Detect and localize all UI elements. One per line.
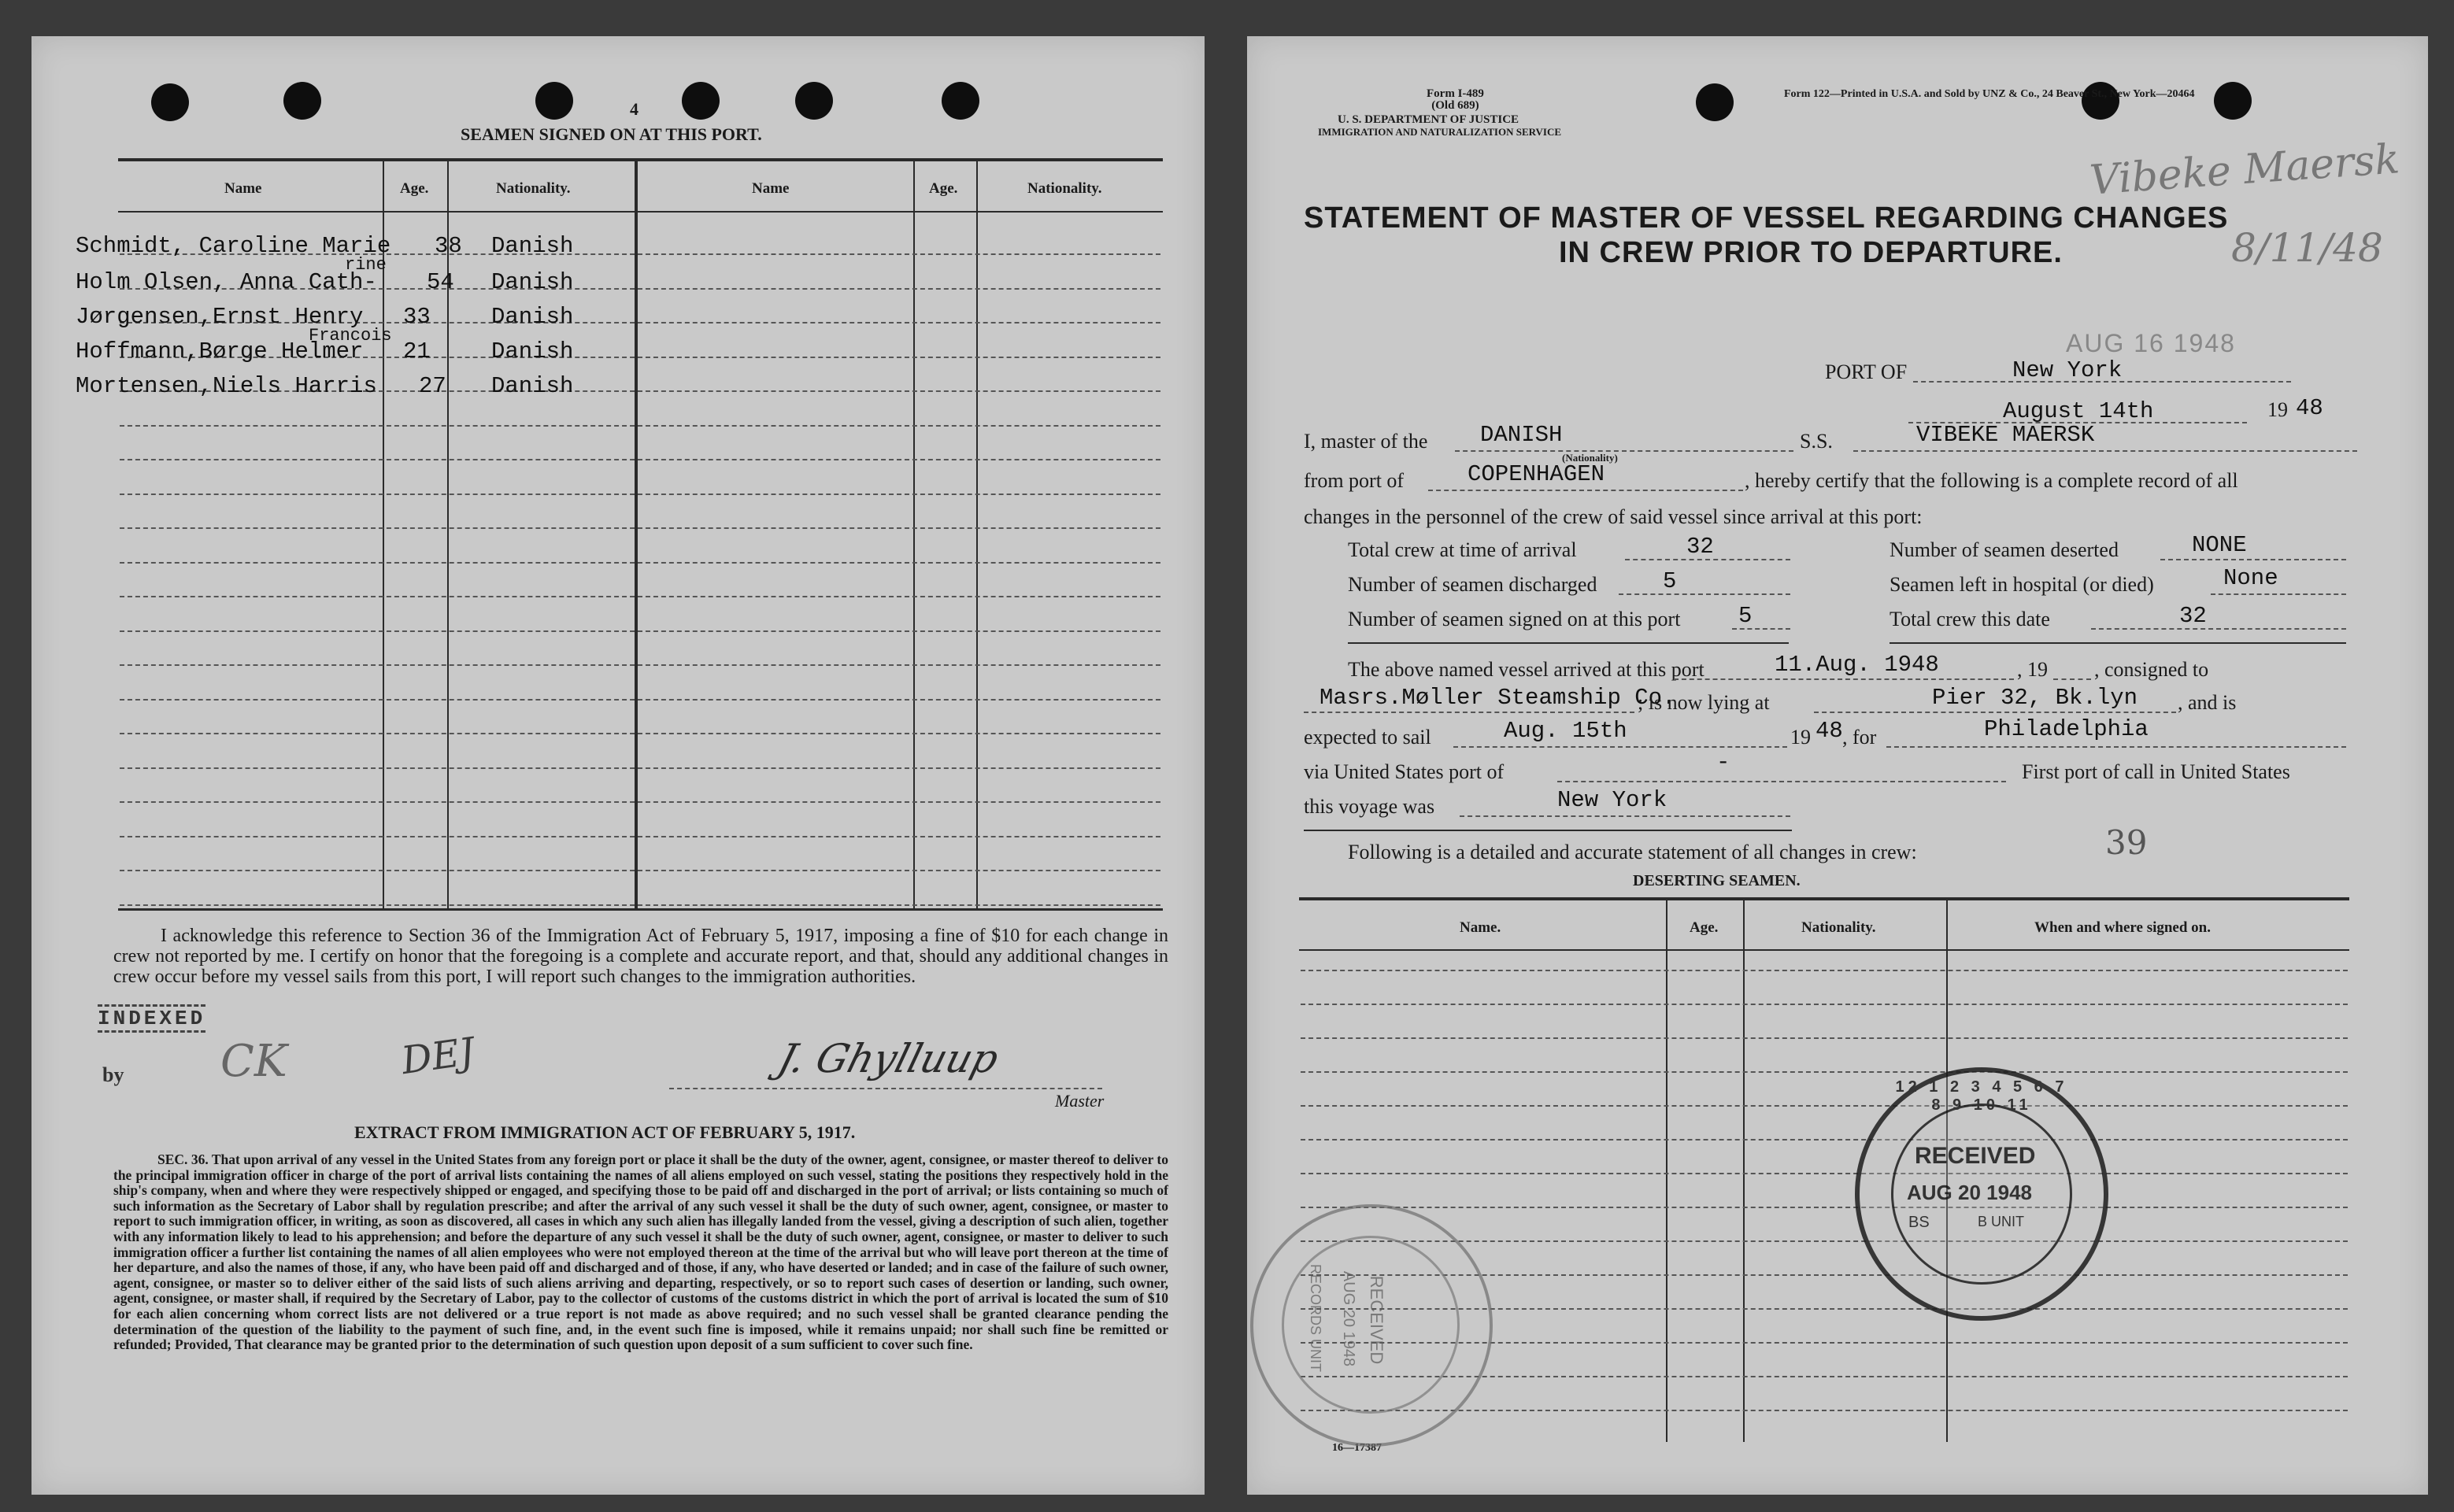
row-line bbox=[120, 904, 1160, 906]
voyage-rule bbox=[1304, 830, 1792, 831]
crew-age: 33 bbox=[403, 304, 431, 330]
discharged-label: Number of seamen discharged bbox=[1348, 573, 1597, 596]
master-signature: J. Ghylluup bbox=[773, 1036, 1004, 1081]
for-label: , for bbox=[1842, 726, 1877, 749]
and-is-label: , and is bbox=[2178, 691, 2237, 714]
acknowledgment-text: I acknowledge this reference to Section 36 of the Immigration Act of February 5, 1917, imposing a fine of $10 for each change in crew not reported by me. I certify on honor that the foregoing is a complete and accurate report, and that, should any additional changes in crew occur before my vessel sails from this port, I will report such changes to the immigration authorities. bbox=[113, 926, 1168, 987]
row-line bbox=[120, 596, 1160, 597]
crew-age: 21 bbox=[403, 338, 431, 364]
port-value: New York bbox=[2012, 357, 2123, 383]
column-divider bbox=[913, 160, 915, 910]
row-line bbox=[1301, 970, 2348, 971]
row-line bbox=[1301, 1207, 2348, 1208]
column-divider bbox=[635, 160, 638, 910]
deserting-col-nationality: Nationality. bbox=[1801, 919, 1876, 936]
consigned-year-label: , 19 bbox=[2017, 658, 2048, 681]
stats-rule bbox=[1890, 642, 2346, 644]
vessel-name: VIBEKE MAERSK bbox=[1916, 422, 2095, 448]
col-header-nationality-2: Nationality. bbox=[1027, 180, 1102, 197]
row-line bbox=[120, 801, 1160, 803]
records-stamp-date: AUG 20 1948 bbox=[1340, 1270, 1358, 1367]
from-port-value: COPENHAGEN bbox=[1468, 461, 1605, 487]
punch-hole bbox=[535, 82, 573, 120]
year-value: 48 bbox=[2296, 395, 2323, 421]
master-of-label: I, master of the bbox=[1304, 430, 1428, 453]
date-received-stamp: AUG 16 1948 bbox=[2066, 329, 2236, 357]
punch-hole bbox=[942, 82, 979, 120]
hospital-label: Seamen left in hospital (or died) bbox=[1890, 573, 2154, 596]
signed-on-value: 5 bbox=[1738, 603, 1753, 629]
received-stamp-date: AUG 20 1948 bbox=[1907, 1181, 2032, 1204]
crew-nationality: Danish bbox=[491, 269, 574, 295]
deserting-top-border bbox=[1299, 897, 2349, 900]
changes-text: changes in the personnel of the crew of said vessel since arrival at this port: bbox=[1304, 505, 1923, 528]
consigned-year-line bbox=[2053, 678, 2091, 680]
form-old-number: (Old 689) bbox=[1431, 99, 1479, 112]
row-line bbox=[1301, 1037, 2348, 1039]
ss-label: S.S. bbox=[1800, 430, 1833, 453]
punch-hole bbox=[283, 82, 321, 120]
records-stamp-unit: RECORDS UNIT bbox=[1308, 1263, 1324, 1373]
crew-name-insert: rine bbox=[345, 255, 387, 275]
crew-nationality: Danish bbox=[491, 373, 574, 399]
extra-initials: DEJ bbox=[398, 1029, 478, 1084]
nationality-value: DANISH bbox=[1480, 422, 1563, 448]
stat-line bbox=[2160, 559, 2346, 560]
for-value: Philadelphia bbox=[1984, 716, 2149, 742]
stat-line bbox=[1619, 593, 1790, 595]
left-page bbox=[31, 36, 1205, 1495]
form-title-line2: IN CREW PRIOR TO DEPARTURE. bbox=[1559, 236, 2063, 269]
footer-code: 16—17387 bbox=[1332, 1442, 1382, 1454]
service: IMMIGRATION AND NATURALIZATION SERVICE bbox=[1318, 126, 1562, 138]
col-header-name-2: Name bbox=[752, 180, 790, 197]
first-port-label: First port of call in United States bbox=[2022, 760, 2290, 783]
stats-rule bbox=[1348, 642, 1789, 644]
col-header-nationality: Nationality. bbox=[496, 180, 571, 197]
deserting-col-divider bbox=[1743, 899, 1745, 1442]
arrived-label: The above named vessel arrived at this port bbox=[1348, 658, 1704, 681]
crew-name: Jørgensen,Ernst Henry bbox=[76, 304, 364, 330]
expected-label: expected to sail bbox=[1304, 726, 1431, 749]
crew-age: 27 bbox=[419, 373, 446, 399]
department: U. S. DEPARTMENT OF JUSTICE bbox=[1338, 113, 1519, 126]
deserting-header-border bbox=[1299, 949, 2349, 951]
voyage-value: New York bbox=[1557, 787, 1667, 813]
deserting-col-name: Name. bbox=[1460, 919, 1501, 936]
received-stamp bbox=[1855, 1067, 2108, 1321]
table-bottom-border bbox=[118, 908, 1163, 911]
master-label: Master bbox=[1055, 1091, 1105, 1111]
voyage-line bbox=[1460, 815, 1790, 817]
nationality-line bbox=[1455, 450, 1793, 452]
extract-text: SEC. 36. That upon arrival of any vessel in the United States from any foreign port or place it shall be the duty of the owner, agent, consignee, or master thereof to deliver to the principal immigration officer in charge of the port of arrival lists containing the names of all aliens employed on such vessel, stating the positions they respectively hold in the ship's company, when and where they were respectively shipped or engaged, and specifying those to be paid off and discharged in the port of arrival; or lists containing so much of such information as the Secretary of Labor shall by regulation prescribe; and after the arrival of any such vessel it shall be the duty of such owner, agent, consignee, or master to report to such immigration officer, in writing, as soon as discovered, all cases in which any such alien has illegally landed from the vessel, giving a description of such alien, together with any information likely to lead to his apprehension; and before the departure of any such vessel it shall be the duty of such owner, agent, consignee, or master to deliver to such immigration officer a further list containing the names of all alien employees who were not employed thereon at the time of the arrival but who will leave port thereon at the time of her departure, and also the names of those, if any, who have been paid off and discharged and of those, if any, who have deserted or landed; and in case of the failure of such owner, agent, consignee, or master so to deliver either of the said lists of such aliens arriving and departing, respectively, or so to report such cases of desertion or landing, such owner, agent, consignee, or master shall, if required by the Secretary of Labor, pay to the collector of customs of the customs district in which the port of arrival is located the sum of $10 for each alien concerning whom correct lists are not delivered or a true report is not made as above required; and no such vessel shall be granted clearance pending the determination of the question of the liability to the payment of such fine, and, in the event such fine is imposed, while it remains unpaid; nor shall such fine be remitted or refunded; Provided, That clearance may be granted prior to the determination of such question upon deposit of a sum sufficient to cover such fine. bbox=[113, 1152, 1168, 1353]
expected-year-prefix: 19 bbox=[1790, 726, 1811, 749]
expected-value: Aug. 15th bbox=[1504, 718, 1627, 744]
row-line bbox=[1301, 1004, 2348, 1005]
crew-age: 38 bbox=[435, 233, 462, 259]
vessel-line bbox=[1853, 450, 2357, 452]
consignee-line bbox=[1304, 712, 1634, 713]
crew-name: Mortensen,Niels Harris bbox=[76, 373, 377, 399]
via-label: via United States port of bbox=[1304, 760, 1505, 783]
received-stamp-unit: B UNIT bbox=[1978, 1214, 2025, 1229]
crew-name: Schmidt, Caroline Marie bbox=[76, 233, 391, 259]
handwritten-date: 8/11/48 bbox=[2231, 225, 2383, 271]
row-line bbox=[120, 664, 1160, 666]
crew-name-insert: Francois bbox=[309, 326, 392, 346]
year-prefix: 19 bbox=[2267, 398, 2288, 421]
deserting-title: DESERTING SEAMEN. bbox=[1633, 872, 1801, 889]
deserted-label: Number of seamen deserted bbox=[1890, 538, 2119, 561]
nationality-caption: (Nationality) bbox=[1562, 452, 1618, 464]
row-line bbox=[120, 527, 1160, 529]
deserting-col-divider bbox=[1666, 899, 1667, 1442]
lying-line bbox=[1814, 712, 2176, 713]
extract-title: EXTRACT FROM IMMIGRATION ACT OF FEBRUARY 5, 1917. bbox=[354, 1122, 856, 1142]
signature-line bbox=[669, 1088, 1102, 1089]
received-stamp-label: RECEIVED bbox=[1915, 1143, 2036, 1169]
col-header-age: Age. bbox=[400, 180, 429, 197]
row-line bbox=[120, 494, 1160, 495]
row-line bbox=[120, 733, 1160, 734]
lying-value: Pier 32, Bk.lyn bbox=[1932, 685, 2138, 711]
crew-name: Holm Olsen, Anna Cath- bbox=[76, 269, 377, 295]
discharged-value: 5 bbox=[1663, 568, 1677, 594]
crew-name: Hoffmann,Børge Helmer bbox=[76, 338, 364, 364]
handwritten-vessel: Vibeke Maersk bbox=[2088, 135, 2401, 205]
punch-hole bbox=[1696, 83, 1734, 121]
row-line bbox=[120, 425, 1160, 427]
page-number: 4 bbox=[630, 99, 638, 119]
arrived-line bbox=[1674, 678, 2014, 680]
date-value: August 14th bbox=[2003, 398, 2154, 424]
for-line bbox=[1886, 746, 2346, 748]
row-line bbox=[120, 836, 1160, 837]
records-stamp-label: RECEIVED bbox=[1367, 1275, 1387, 1365]
table-header-border bbox=[118, 211, 1163, 213]
from-port-line bbox=[1428, 490, 1743, 491]
arrived-value: 11.Aug. 1948 bbox=[1775, 652, 1939, 678]
crew-nationality: Danish bbox=[491, 338, 574, 364]
indexed-stamp: INDEXED bbox=[98, 1004, 205, 1033]
voyage-label: this voyage was bbox=[1304, 795, 1435, 818]
via-line bbox=[1557, 781, 2006, 782]
row-line bbox=[120, 630, 1160, 632]
hospital-value: None bbox=[2223, 565, 2278, 591]
received-stamp-code: BS bbox=[1908, 1214, 1930, 1231]
row-line bbox=[1301, 1139, 2348, 1140]
row-line bbox=[120, 870, 1160, 871]
deserted-value: NONE bbox=[2192, 532, 2247, 558]
expected-line bbox=[1453, 746, 1787, 748]
crew-age: 54 bbox=[427, 269, 454, 295]
deserting-col-signed-on: When and where signed on. bbox=[2034, 919, 2212, 936]
following-text: Following is a detailed and accurate statement of all changes in crew: bbox=[1348, 841, 1917, 863]
expected-year-value: 48 bbox=[1816, 718, 1843, 744]
row-line bbox=[1301, 1071, 2348, 1073]
via-value: - bbox=[1716, 749, 1730, 775]
row-line bbox=[120, 699, 1160, 701]
total-crew-date-label: Total crew this date bbox=[1890, 608, 2050, 630]
printer-note: Form 122—Printed in U.S.A. and Sold by UNZ & Co., 24 Beaver St., New York—20464 bbox=[1784, 88, 2195, 100]
lying-label: ; is now lying at bbox=[1638, 691, 1770, 714]
port-label: PORT OF bbox=[1825, 360, 1908, 383]
col-header-age-2: Age. bbox=[929, 180, 958, 197]
row-line bbox=[120, 767, 1160, 769]
total-crew-arrival-label: Total crew at time of arrival bbox=[1348, 538, 1577, 561]
stat-line bbox=[2211, 593, 2346, 595]
from-port-label: from port of bbox=[1304, 469, 1405, 492]
punch-hole bbox=[682, 82, 720, 120]
total-crew-arrival-value: 32 bbox=[1686, 534, 1714, 560]
row-line bbox=[120, 562, 1160, 564]
form-title-line1: STATEMENT OF MASTER OF VESSEL REGARDING CHANGES bbox=[1304, 201, 2229, 235]
form-number-block bbox=[1427, 88, 1484, 112]
records-stamp bbox=[1250, 1204, 1493, 1447]
section-title: SEAMEN SIGNED ON AT THIS PORT. bbox=[461, 124, 762, 144]
consigned-to-label: , consigned to bbox=[2094, 658, 2209, 681]
consignee-value: Masrs.Møller Steamship Co. bbox=[1320, 685, 1676, 711]
punch-hole bbox=[151, 83, 189, 121]
handwritten-number: 39 bbox=[2105, 823, 2148, 862]
table-top-border bbox=[118, 158, 1163, 161]
received-stamp-digits: 12 1 2 3 4 5 6 7 8 9 10 11 bbox=[1895, 1078, 2068, 1114]
crew-nationality: Danish bbox=[491, 233, 574, 259]
row-line bbox=[1301, 1173, 2348, 1174]
stat-line bbox=[2091, 628, 2346, 630]
row-line bbox=[120, 459, 1160, 460]
indexed-by-label: by bbox=[102, 1063, 124, 1086]
form-number: Form I-489 bbox=[1427, 87, 1484, 100]
indexed-initials: CK bbox=[220, 1036, 287, 1087]
column-divider bbox=[976, 160, 978, 910]
crew-nationality: Danish bbox=[491, 304, 574, 330]
col-header-name: Name bbox=[224, 180, 262, 197]
total-crew-date-value: 32 bbox=[2179, 603, 2207, 629]
signed-on-label: Number of seamen signed on at this port bbox=[1348, 608, 1681, 630]
punch-hole bbox=[2214, 82, 2252, 120]
certify-text: , hereby certify that the following is a complete record of all bbox=[1745, 469, 2238, 492]
punch-hole bbox=[795, 82, 833, 120]
row-line bbox=[1301, 1105, 2348, 1107]
deserting-col-age: Age. bbox=[1690, 919, 1719, 936]
